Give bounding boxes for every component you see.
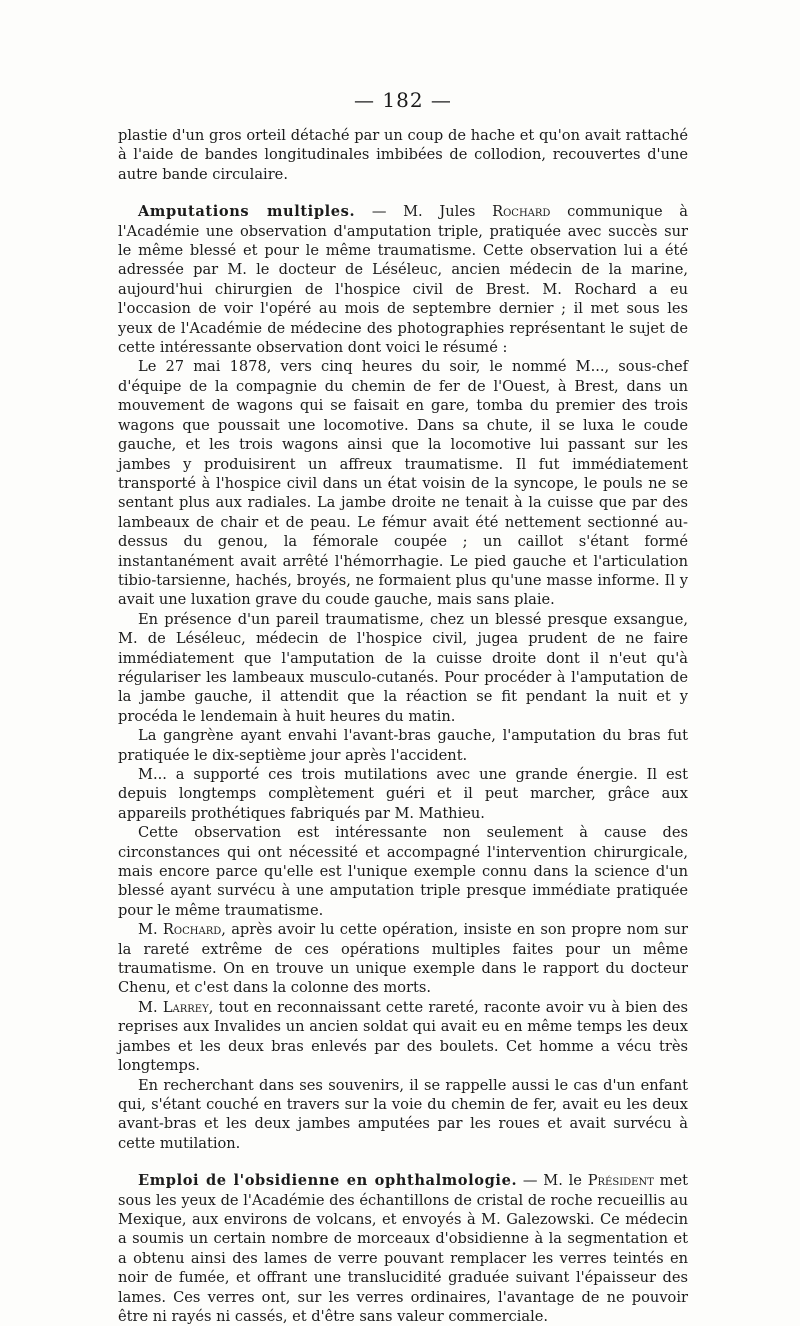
name-larrey: Larrey (162, 998, 209, 1016)
text-prefix: — M. le (517, 1172, 588, 1190)
paragraph-case-description: Le 27 mai 1878, vers cinq heures du soir, le nommé M..., sous-chef d'équipe de la compagnie du chemin de fer de l'Ouest, à Brest, dans un mouvement de wagons qui se faisait en gare, tomba du premier des trois wagons que poussait une locomotive. Dans sa chute, il se luxa le coude gauche, et les trois wagons ainsi que la locomotive lui passant sur les jambes y produisirent un affreux traumatisme. Il fut immédiatement transporté à l'hospice civil dans un état voisin de la syncope, le pouls ne se sentant plus aux radiales. La jambe droite ne tenait à la cuisse que par des lambeaux de chair et de peau. Le fémur avait été nettement sectionné au-dessus du genou, la fémorale coupée ; un caillot s'étant formé instantanément avait arrêté l'hémorrhagie. Le pied gauche et l'articulation tibio-tarsienne, hachés, broyés, ne formaient plus qu'une masse informe. Il y avait une luxation grave du coude gauche, mais sans plaie. (118, 358, 688, 609)
author-name-rochard: Rochard (492, 203, 551, 221)
text-body: , après avoir lu cette opération, insiste en son propre nom sur la rareté extrême de ces opérations multiples faites pour un même traumatisme. On en trouve un unique exemple dans le rapport du docteur Chenu, et c'est dans la colonne des morts. (118, 921, 688, 997)
intro-text-2: communique à l'Académie une observation d'amputation triple, pratiquée avec succès sur le même blessé et pour le même traumatisme. Cette observation lui a été adressée par M. le docteur de Léséleuc, ancien médecin de la marine, aujourd'hui chirurgien de l'hospice civil de Brest. M. Rochard a eu l'occasion de voir l'opéré au mois de septembre dernier ; il met sous les yeux de l'Académie de médecine des photographies représentant le sujet de cette intéressante observation dont voici le résumé : (118, 203, 688, 357)
intro-text-1: — M. Jules (355, 203, 493, 221)
paragraph-child-case: En recherchant dans ses souvenirs, il se rappelle aussi le cas d'un enfant qui, s'étant couché en travers sur la voie du chemin de fer, avait eu les deux avant-bras et les deux jambes amputées par les roues et avait survécu à cette mutilation. (118, 1076, 688, 1152)
section-amputations-intro (118, 202, 688, 357)
paragraph-larrey-comment (118, 998, 688, 1076)
section-heading-amputations: Amputations multiples. (138, 203, 356, 221)
text-prefix: M. (138, 998, 163, 1016)
section-gap (118, 1153, 688, 1171)
paragraph-interest: Cette observation est intéressante non seulement à cause des circonstances qui ont nécessité et accompagné l'intervention chirurgicale, mais encore parce qu'elle est l'unique exemple connu dans la science d'un blessé ayant survécu à une amputation triple presque immédiate pratiquée pour le même traumatisme. (118, 824, 688, 919)
section-heading-obsidienne: Emploi de l'obsidienne en ophthalmologie. (138, 1172, 518, 1190)
paragraph-rochard-comment (118, 920, 688, 998)
text-prefix: M. (138, 921, 163, 939)
page-number: — 182 — (354, 88, 452, 112)
section-obsidienne (118, 1171, 688, 1326)
paragraph-recovery: M... a supporté ces trois mutilations avec une grande énergie. Il est depuis longtemps complètement guéri et il peut marcher, grâce aux appareils prothétiques fabriqués par M. Mathieu. (118, 766, 688, 822)
text-body: met sous les yeux de l'Académie des échantillons de cristal de roche recueillis au Mexique, aux environs de volcans, et envoyés à M. Galezowski. Ce médecin a soumis un certain nombre de morceaux d'obsidienne à la segmentation et a obtenu ainsi des lames de verre pouvant remplacer les verres teintés en noir de fumée, et offrant une translucidité graduée suivant l'épaisseur des lames. Ces verres ont, sur les verres ordinaires, l'avantage de ne pouvoir être ni rayés ni cassés, et d'être sans valeur commerciale. (118, 1172, 688, 1325)
paragraph-treatment: En présence d'un pareil traumatisme, chez un blessé presque exsangue, M. de Léséleuc, médecin de l'hospice civil, jugea prudent de ne faire immédiatement que l'amputation de la cuisse droite dont il n'eut qu'à régulariser les lambeaux musculo-cutanés. Pour procéder à l'amputation de la jambe gauche, il attendit que la réaction se fit pendant la nuit et y procéda le lendemain à huit heures du matin. (118, 610, 688, 725)
carry-over-paragraph: plastie d'un gros orteil détaché par un coup de hache et qu'on avait rattaché à l'aide de bandes longitudinales imbibées de collodion, recouvertes d'une autre bande circulaire. (118, 127, 688, 183)
paragraph-gangrene: La gangrène ayant envahi l'avant-bras gauche, l'amputation du bras fut pratiquée le dix-septième jour après l'accident. (118, 727, 688, 764)
name-rochard: Rochard (162, 921, 222, 939)
text-body: , tout en reconnaissant cette rareté, raconte avoir vu à bien des reprises aux Invalides un ancien soldat qui avait eu en même temps les deux jambes et les deux bras enlevés par des boulets. Cet homme a vécu très longtemps. (118, 998, 688, 1075)
title-president: Président (587, 1172, 654, 1190)
section-gap (118, 184, 688, 202)
